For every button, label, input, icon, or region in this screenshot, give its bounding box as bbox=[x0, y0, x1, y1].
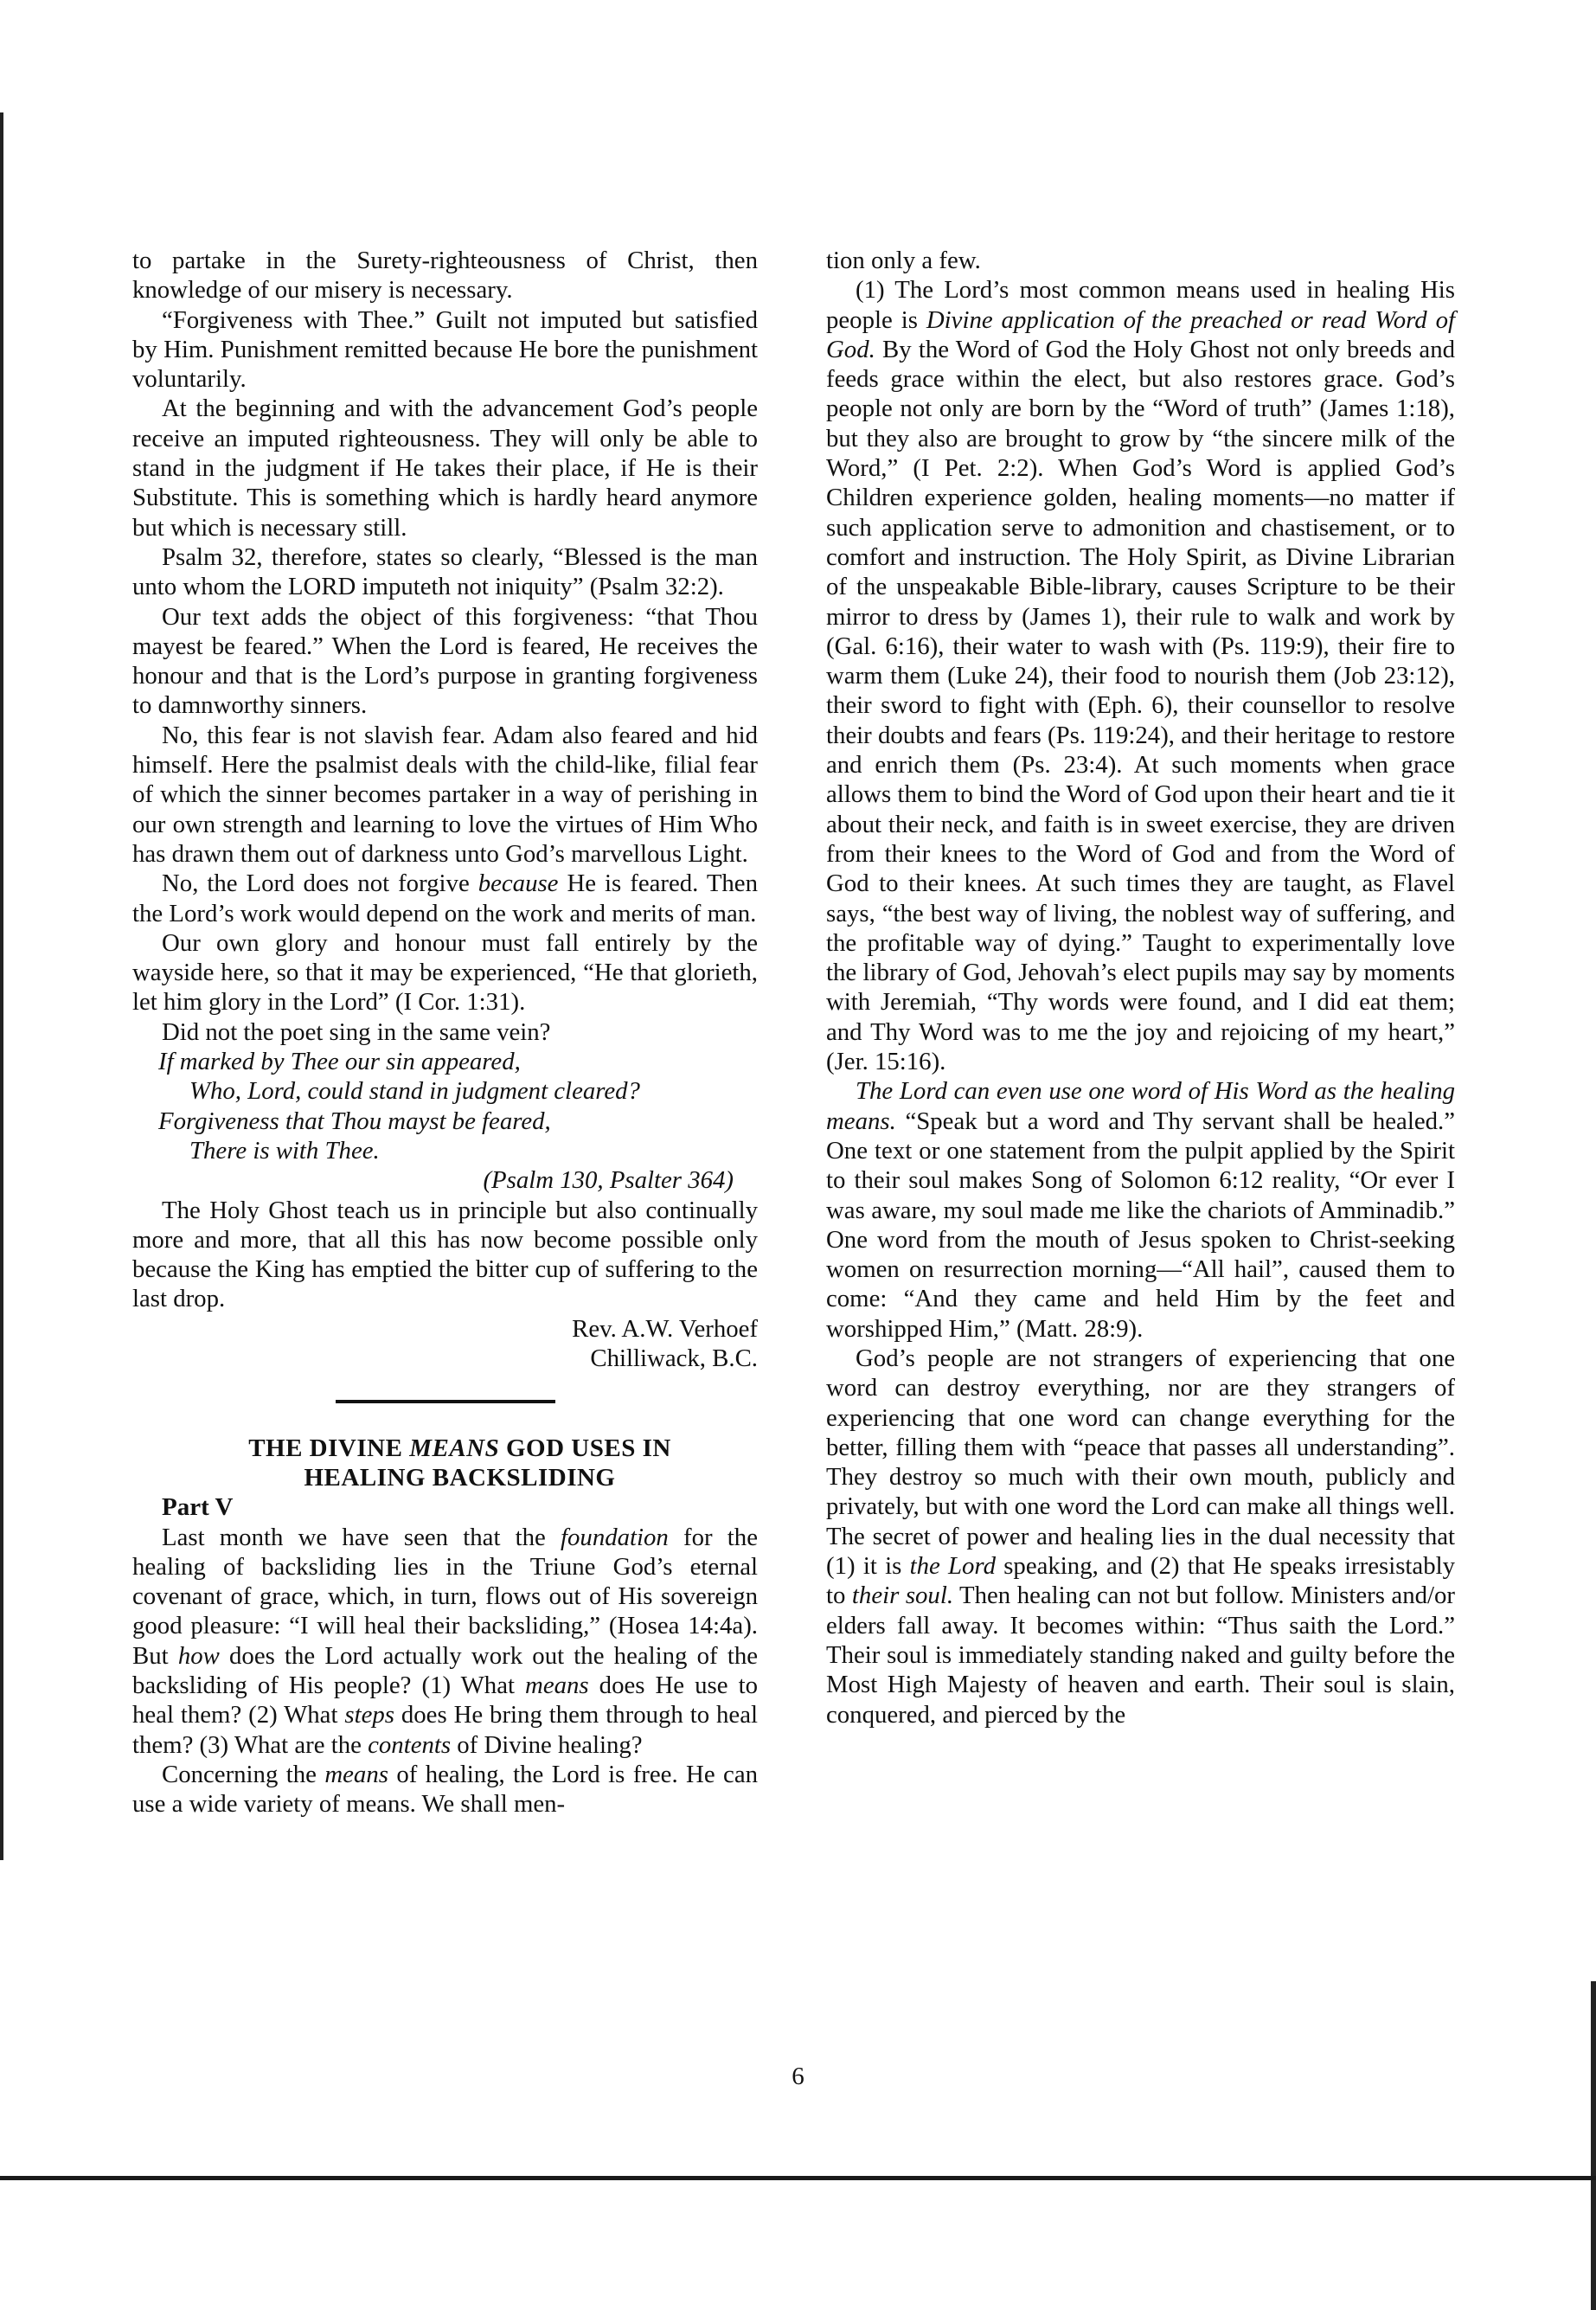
poem-line: There is with Thee. bbox=[189, 1136, 380, 1165]
paragraph: Psalm 32, therefore, states so clearly, “Blessed is the man unto whom the LORD imputeth not iniquity” (Psalm 32:2). bbox=[132, 542, 758, 601]
scan-edge-right bbox=[1591, 1981, 1596, 2310]
paragraph: The Holy Ghost teach us in principle but also continually more and more, that all this has now become possible only because the King has emptied the bitter cup of suffering to the last drop. bbox=[132, 1196, 758, 1313]
text-run: Then healing can not but follow. Ministers and/or elders fall away. It becomes within: “Thus saith the Lord.” Their soul is immediately standing naked and guilty before the Most High Majesty of heaven and earth. Their soul is slain, conquered, and pierced by the bbox=[826, 1582, 1455, 1729]
text-run: (1) The Lord’s most common means used in healing His people is bbox=[826, 276, 1455, 334]
poem-citation: (Psalm 130, Psalter 364) bbox=[483, 1166, 734, 1195]
left-column bbox=[132, 246, 758, 1819]
text-run: By the Word of God the Holy Ghost not only breeds and feeds grace within the elect, but also restores grace. God’s people not only are born by the “Word of truth” (James 1:18), but they also are brought to grow by “the sincere milk of the Word,” (I Pet. 2:2). When God’s Word is applied God’s Children experience golden, healing moments—no matter if such application serve to admonition and chastisement, or to comfort and instruction. The Holy Spirit, as Divine Librarian of the unspeakable Bible-library, causes Scripture to be their mirror to dress by (James 1), their rule to walk and work by (Gal. 6:16), their water to wash with (Ps. 119:9), their fire to warm them (Luke 24), their food to nourish them (Job 23:12), their sword to fight with (Eph. 6), their counsellor to resolve their doubts and fears (Ps. 119:24), and their heritage to restore and enrich them (Ps. 23:4). At such moments when grace allows them to bind the Word of God upon their heart and tie it about their neck, and faith is in sweet exercise, they are driven from their knees to the Word of God and from the Word of God to their knees. At such times they are taught, as Flavel says, “the best way of living, the noblest way of suffering, and the profitable way of dying.” Taught to experimentally love the library of God, Jehovah’s elect pupils may say by moments with Jeremiah, “Thy words were found, and I did eat them; and Thy Word was to me the joy and rejoicing of my heart,” (Jer. 15:16). bbox=[826, 335, 1455, 1076]
emphasis: the Lord bbox=[909, 1552, 996, 1581]
scan-edge-left bbox=[0, 112, 3, 1860]
text-run: does He use to heal them? (2) What bbox=[132, 1672, 758, 1729]
poem-line: Who, Lord, could stand in judgment cleared? bbox=[189, 1077, 640, 1106]
paragraph bbox=[132, 1523, 758, 1760]
text-run: of healing, the Lord is free. He can use a wide variety of means. We shall men- bbox=[132, 1760, 759, 1819]
paragraph: tion only a few. bbox=[826, 247, 981, 274]
paragraph: No, this fear is not slavish fear. Adam also feared and hid himself. Here the psalmist deals with the child-like, filial fear of which the sinner becomes partaker in a way of perishing in our own strength and learning to love the virtues of Him Who has drawn them out of darkness unto God’s marvellous Light. bbox=[132, 721, 758, 868]
emphasis: contents bbox=[368, 1730, 452, 1759]
paragraph: to partake in the Surety-righteousness of Christ, then knowledge of our misery is necessary. bbox=[132, 247, 758, 305]
article-heading bbox=[132, 1434, 758, 1463]
paragraph: “Forgiveness with Thee.” Guilt not imputed but satisfied by Him. Punishment remitted because He bore the punishment voluntarily. bbox=[132, 305, 758, 394]
heading-emphasis: MEANS bbox=[409, 1434, 500, 1463]
text-run: Concerning the bbox=[162, 1760, 325, 1788]
paragraph bbox=[826, 275, 1455, 1076]
part-label: Part V bbox=[162, 1493, 234, 1522]
paragraph bbox=[826, 1076, 1455, 1344]
paragraph bbox=[132, 869, 758, 928]
text-run: of Divine healing? bbox=[451, 1730, 643, 1759]
article-heading-line2: HEALING BACKSLIDING bbox=[304, 1464, 616, 1492]
text-run: does He bring them through to heal them? (3) What are the bbox=[132, 1701, 758, 1759]
section-divider bbox=[336, 1400, 555, 1403]
emphasis: steps bbox=[344, 1701, 394, 1729]
poem-line: If marked by Thee our sin appeared, bbox=[158, 1048, 521, 1076]
emphasis: foundation bbox=[561, 1523, 669, 1551]
heading-run: GOD USES IN bbox=[499, 1434, 671, 1463]
heading-run: THE DIVINE bbox=[248, 1434, 410, 1463]
paragraph: Our text adds the object of this forgiveness: “that Thou mayest be feared.” When the Lord is feared, He receives the honour and that is the Lord’s purpose in granting forgiveness to damnworthy sinners. bbox=[132, 602, 758, 720]
emphasis: means bbox=[324, 1760, 388, 1788]
author-location: Chilliwack, B.C. bbox=[590, 1344, 758, 1372]
text-run: “Speak but a word and Thy servant shall be healed.” One text or one statement from the pulpit applied by the Spirit to their soul makes Song of Solomon 6:12 reality, “Or ever I was aware, my soul made me like the chariots of Amminadib.” One word from the mouth of Jesus spoken to Christ-seeking women on resurrection morning—“All hail”, caused them to come: “And they came and held Him by the feet and worshipped Him,” (Matt. 28:9). bbox=[826, 1107, 1455, 1343]
poem-line: Forgiveness that Thou mayst be feared, bbox=[158, 1107, 551, 1135]
text-run: No, the Lord does not forgive bbox=[162, 869, 478, 898]
text-run: God’s people are not strangers of experiencing that one word can destroy everything, nor are they strangers of experiencing that one word can change everything for the better, filling them with “peace that passes all understanding”. They destroy so much with their own mouth, publicly and privately, but with one word the Lord can make all things well. The secret of power and healing lies in the dual necessity that (1) it is bbox=[826, 1344, 1455, 1581]
text-run: He is feared. Then the Lord’s work would depend on the work and merits of man. bbox=[132, 869, 758, 927]
right-column bbox=[826, 246, 1455, 1729]
paragraph bbox=[826, 1344, 1455, 1729]
paragraph: At the beginning and with the advancement God’s people receive an imputed righteousness. They will only be able to stand in the judgment if He takes their place, if He is their Substitute. This is something which is hardly heard anymore but which is necessary still. bbox=[132, 395, 758, 542]
emphasis: because bbox=[478, 869, 559, 898]
paragraph bbox=[132, 1760, 758, 1819]
emphasis: how bbox=[177, 1641, 220, 1670]
text-run: Last month we have seen that the bbox=[162, 1523, 561, 1551]
emphasis: The Lord can even use one word of His Word as the healing means. bbox=[826, 1077, 1455, 1135]
emphasis: their soul. bbox=[851, 1582, 954, 1610]
paragraph: Did not the poet sing in the same vein? bbox=[162, 1017, 551, 1046]
emphasis: Divine application of the preached or read Word of God. bbox=[826, 305, 1455, 363]
emphasis: means bbox=[525, 1672, 589, 1700]
text-run: for the healing of backsliding lies in the Triune God’s eternal covenant of grace, which, in turn, flows out of His sovereign good pleasure: “I will heal their backsliding,” (Hosea 14:4a). But bbox=[132, 1523, 758, 1670]
paragraph: Our own glory and honour must fall entirely by the wayside here, so that it may be experienced, “He that glorieth, let him glory in the Lord” (I Cor. 1:31). bbox=[132, 928, 758, 1017]
author-name: Rev. A.W. Verhoef bbox=[572, 1314, 758, 1343]
text-run: speaking, and (2) that He speaks irresistably to bbox=[826, 1552, 1455, 1610]
scan-edge-bottom bbox=[0, 2176, 1596, 2180]
page-number: 6 bbox=[792, 2063, 804, 2090]
text-run: does the Lord actually work out the healing of the backsliding of His people? (1) What bbox=[132, 1641, 758, 1700]
